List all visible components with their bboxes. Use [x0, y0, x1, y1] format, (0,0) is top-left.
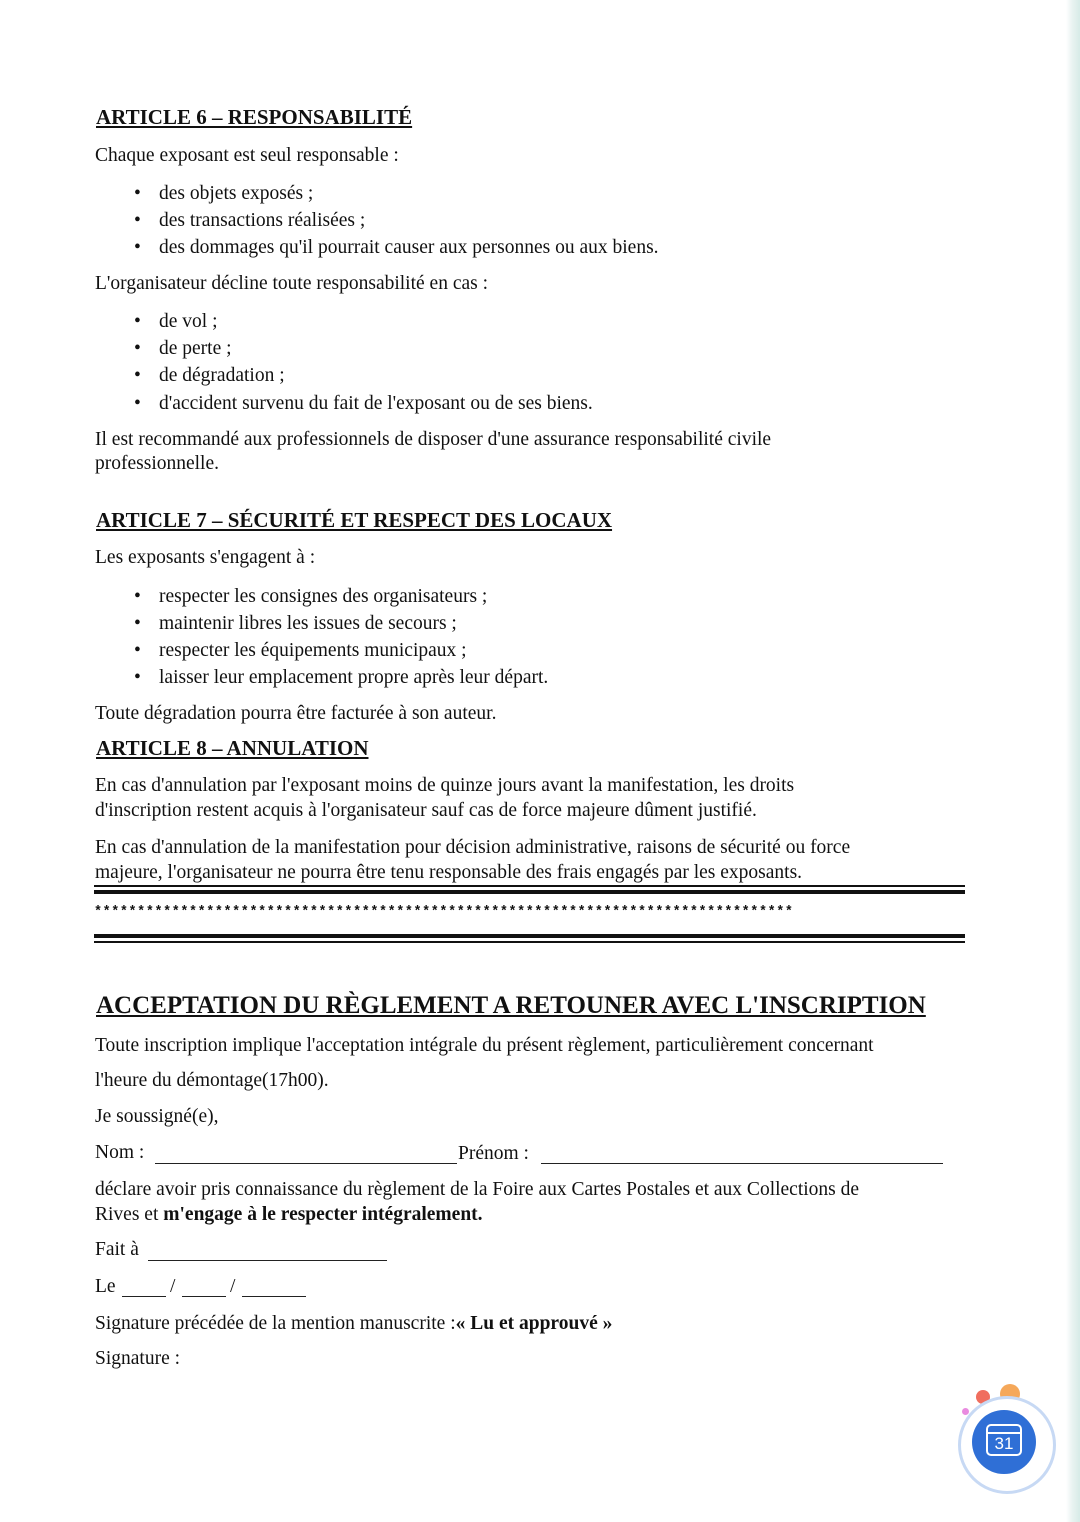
article-8-p2-line2: majeure, l'organisateur ne pourra être tenu responsable des frais engagés par les exposants. — [95, 862, 803, 883]
bullet-icon: • — [134, 586, 141, 607]
declaration-line2: Rives et m'engage à le respecter intégralement. — [95, 1204, 483, 1225]
article-6-insurance-line1: Il est recommandé aux professionnels de disposer d'une assurance responsabilité civile — [95, 429, 772, 450]
list-item: • maintenir libres les issues de secours ; — [134, 613, 457, 634]
date-year-field[interactable] — [242, 1296, 306, 1297]
article-8-p1-line2: d'inscription restent acquis à l'organisateur sauf cas de force majeure dûment justifié. — [95, 800, 757, 821]
list-item: • des transactions réalisées ; — [134, 210, 366, 231]
date-label: Le — [95, 1276, 116, 1297]
list-item: • respecter les équipements municipaux ; — [134, 640, 467, 661]
bullet-icon: • — [134, 311, 141, 332]
signature-label: Signature : — [95, 1348, 181, 1369]
article-6-heading: ARTICLE 6 – RESPONSABILITÉ — [96, 105, 413, 129]
list-item: • des dommages qu'il pourrait causer aux personnes ou aux biens. — [134, 237, 659, 258]
acceptance-title: ACCEPTATION DU RÈGLEMENT A RETOUNER AVEC L'INSCRIPTION — [96, 992, 926, 1019]
list-item: • de dégradation ; — [134, 365, 285, 386]
divider — [94, 941, 965, 943]
date-day-field[interactable] — [122, 1296, 166, 1297]
fait-a-label: Fait à — [95, 1239, 139, 1260]
bullet-icon: • — [134, 667, 141, 688]
bullet-icon: • — [134, 640, 141, 661]
bullet-icon: • — [134, 183, 141, 204]
article-6-insurance-line2: professionnelle. — [95, 453, 220, 474]
bullet-icon: • — [134, 237, 141, 258]
list-item: • de vol ; — [134, 311, 218, 332]
bullet-icon: • — [134, 365, 141, 386]
date-separator: / — [170, 1276, 176, 1297]
prenom-label: Prénom : — [458, 1143, 529, 1164]
fait-a-field[interactable] — [148, 1260, 387, 1261]
star-separator: ********************************************************************************* — [94, 905, 794, 920]
nom-label: Nom : — [95, 1142, 145, 1163]
article-6-organizer-intro: L'organisateur décline toute responsabilité en cas : — [95, 273, 489, 294]
divider — [94, 890, 965, 894]
article-7-footer: Toute dégradation pourra être facturée à son auteur. — [95, 703, 497, 724]
article-7-intro: Les exposants s'engagent à : — [95, 547, 316, 568]
bullet-icon: • — [134, 210, 141, 231]
divider — [94, 885, 965, 887]
nom-field[interactable] — [155, 1163, 457, 1164]
bullet-icon: • — [134, 338, 141, 359]
list-item: • d'accident survenu du fait de l'exposant ou de ses biens. — [134, 393, 593, 414]
calendar-badge[interactable] — [954, 1382, 1054, 1492]
acceptance-line1: Toute inscription implique l'acceptation intégrale du présent règlement, particulièrement concernant — [95, 1035, 874, 1056]
article-8-p2-line1: En cas d'annulation de la manifestation pour décision administrative, raisons de sécurité ou force — [95, 837, 851, 858]
prenom-field[interactable] — [541, 1163, 943, 1164]
bullet-icon: • — [134, 613, 141, 634]
list-item: • des objets exposés ; — [134, 183, 314, 204]
acceptance-line2: l'heure du démontage(17h00). — [95, 1070, 329, 1091]
list-item: • respecter les consignes des organisateurs ; — [134, 586, 488, 607]
declaration-line1: déclare avoir pris connaissance du règlement de la Foire aux Cartes Postales et aux Collections de — [95, 1179, 860, 1200]
article-6-intro: Chaque exposant est seul responsable : — [95, 145, 399, 166]
list-item: • de perte ; — [134, 338, 232, 359]
bullet-icon: • — [134, 393, 141, 414]
article-8-heading: ARTICLE 8 – ANNULATION — [96, 736, 369, 760]
list-item: • laisser leur emplacement propre après leur départ. — [134, 667, 549, 688]
divider — [94, 934, 965, 938]
undersigned-label: Je soussigné(e), — [95, 1106, 219, 1127]
date-separator: / — [230, 1276, 236, 1297]
date-month-field[interactable] — [182, 1296, 226, 1297]
calendar-icon: 31 — [986, 1424, 1022, 1456]
article-7-heading: ARTICLE 7 – SÉCURITÉ ET RESPECT DES LOCAUX — [96, 508, 613, 532]
signature-mention: Signature précédée de la mention manuscrite :« Lu et approuvé » — [95, 1313, 613, 1334]
article-8-p1-line1: En cas d'annulation par l'exposant moins de quinze jours avant la manifestation, les droits — [95, 775, 795, 796]
